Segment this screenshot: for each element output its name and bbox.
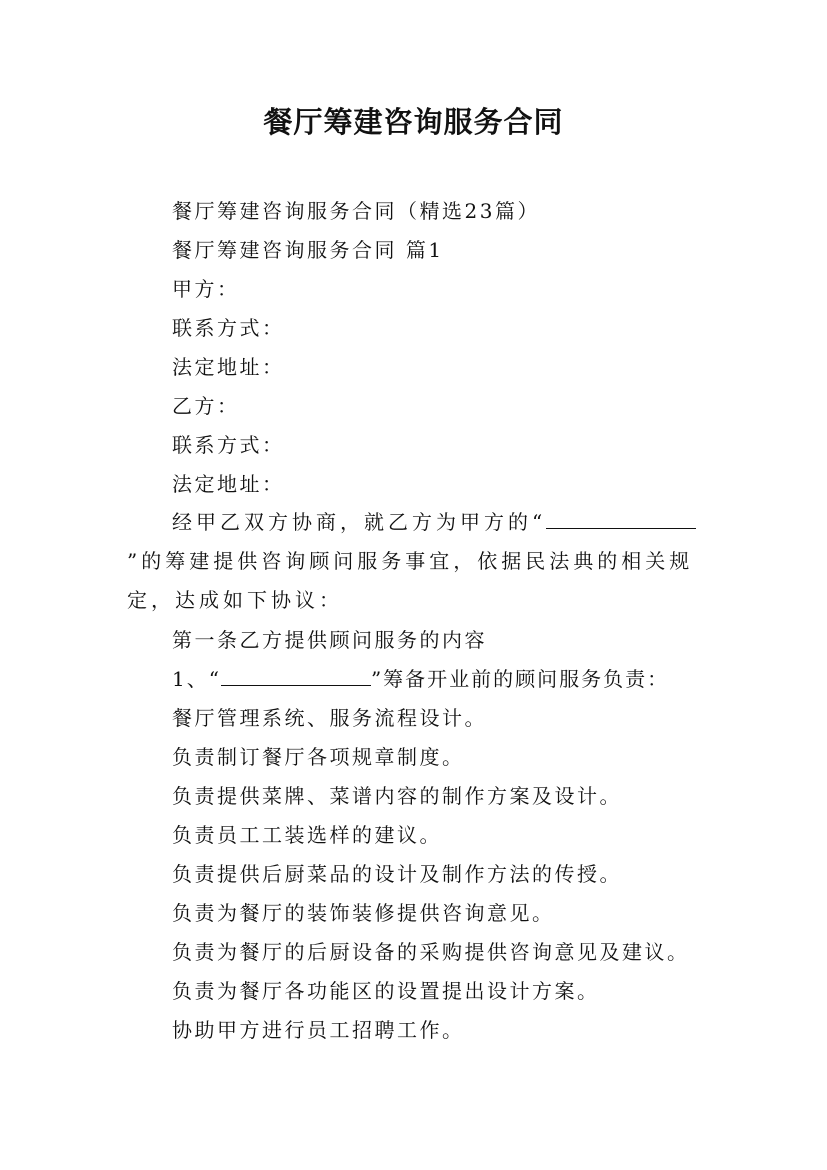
agreement-prefix: 经甲乙双方协商，就乙方为甲方的“ — [172, 510, 547, 534]
party-b-address-label: 法定地址： — [172, 472, 285, 496]
list-item: 负责员工工装选样的建议。 — [172, 823, 442, 847]
document-title: 餐厅筹建咨询服务合同 — [263, 105, 564, 139]
project-name-blank — [546, 510, 696, 529]
article-1-heading: 第一条乙方提供顾问服务的内容 — [172, 628, 487, 652]
list-item: 负责为餐厅的后厨设备的采购提供咨询意见及建议。 — [172, 940, 690, 964]
party-a-label: 甲方： — [172, 277, 240, 301]
list-item: 负责为餐厅的装饰装修提供咨询意见。 — [172, 901, 555, 925]
item-1-prefix: 1、“ — [172, 667, 221, 691]
subtitle-line: 餐厅筹建咨询服务合同（精选23篇） — [172, 199, 540, 223]
party-a-address-label: 法定地址： — [172, 355, 285, 379]
list-item: 负责为餐厅各功能区的设置提出设计方案。 — [172, 979, 600, 1003]
list-item: 餐厅管理系统、服务流程设计。 — [172, 706, 487, 730]
party-b-label: 乙方： — [172, 394, 240, 418]
list-item: 协助甲方进行员工招聘工作。 — [172, 1018, 465, 1042]
party-b-contact-label: 联系方式： — [172, 433, 285, 457]
agreement-paragraph — [127, 503, 727, 620]
item-1-suffix: ”筹备开业前的顾问服务负责： — [370, 667, 670, 691]
list-item: 负责提供后厨菜品的设计及制作方法的传授。 — [172, 862, 622, 886]
party-a-contact-label: 联系方式： — [172, 316, 285, 340]
item-1-line — [172, 667, 669, 691]
list-item: 负责制订餐厅各项规章制度。 — [172, 745, 465, 769]
section-heading: 餐厅筹建咨询服务合同 篇1 — [172, 238, 444, 262]
item-1-blank — [221, 667, 371, 686]
list-item: 负责提供菜牌、菜谱内容的制作方案及设计。 — [172, 784, 622, 808]
agreement-suffix: ”的筹建提供咨询顾问服务事宜，依据民法典的相关规定，达成如下协议： — [127, 549, 694, 612]
